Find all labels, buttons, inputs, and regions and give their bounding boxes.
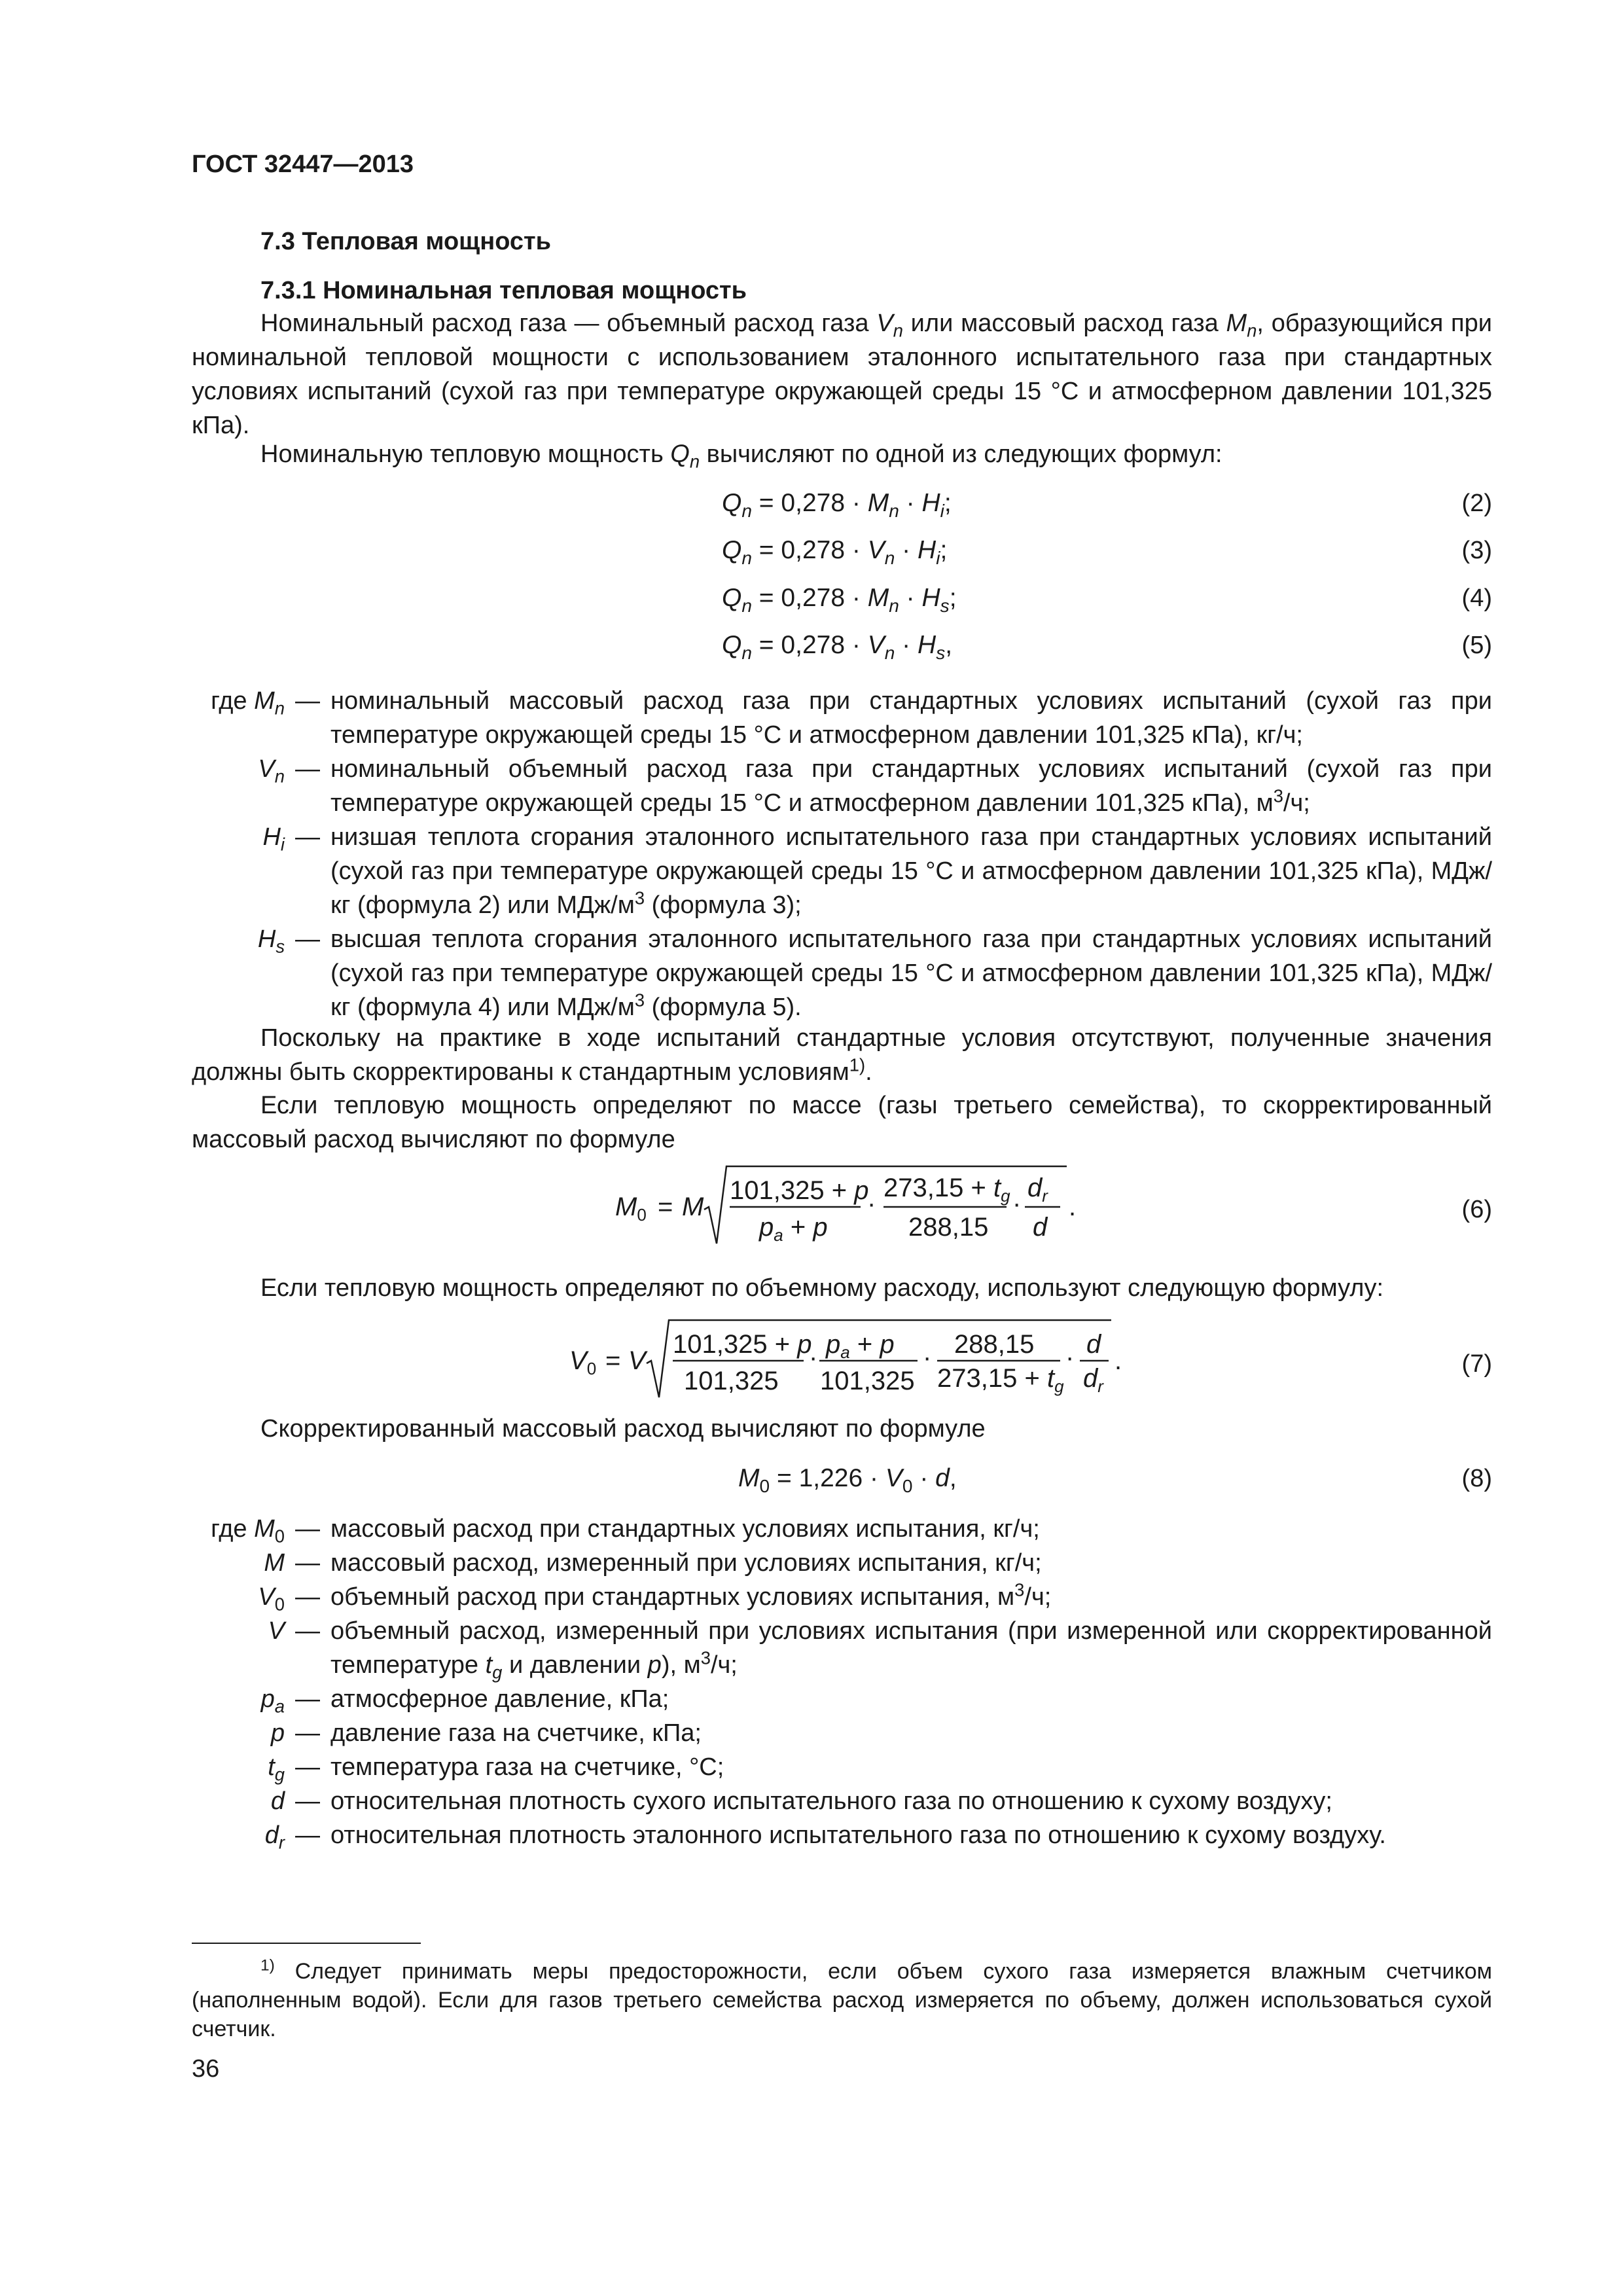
- svg-text:273,15 + tg: $273,15 + t_g$: [937, 1364, 1064, 1396]
- equation-2-number: (2): [1461, 490, 1492, 517]
- definition-text: объемный расход, измеренный при условиях испытания (при измеренной или скорректированной температуре $t_g$ и давлении p), $м^3/ч$;: [330, 1617, 1492, 1683]
- svg-text:pa + p: $p_a + p$: [759, 1213, 828, 1245]
- equation-2: $Q_n = 0,278 \cdot M_n \cdot H_i$;: [722, 489, 952, 521]
- equation-7: [563, 1312, 1139, 1410]
- definition-row: где $M_0$ — массовый расход при стандартных условиях испытания, кг/ч;: [192, 1512, 1492, 1546]
- equation-5-number: (5): [1461, 632, 1492, 659]
- definition-row: $H_i$ — низшая теплота сгорания эталонного испытательного газа при стандартных условиях испытаний (сухой газ при температуре окружающей среды 15 °С и атмосферном давлении 101,325 кПа), МДж/кг (формула 2) или МДж/$м^3$ (формула 3);: [192, 820, 1492, 922]
- equation-7-number: (7): [1461, 1350, 1492, 1378]
- definition-text: относительная плотность эталонного испытательного газа по отношению к сухому воздуху.: [330, 1821, 1386, 1849]
- footnote-mark: 1): [260, 1956, 275, 1975]
- svg-text:·: ·: [923, 1343, 932, 1372]
- definition-row: $p_a$ — атмосферное давление, кПа;: [192, 1682, 1492, 1716]
- definition-text: температура газа на счетчике, °С;: [330, 1753, 724, 1781]
- svg-text:288,15: 288,15: [908, 1213, 989, 1242]
- definition-symbol: $p_a$: [260, 1685, 285, 1717]
- definition-symbol: $V_0$: [258, 1583, 285, 1615]
- svg-text:d: d: [1033, 1213, 1048, 1242]
- definition-text: относительная плотность сухого испытательного газа по отношению к сухому воздуху;: [330, 1787, 1332, 1815]
- definitions-list-1: [192, 684, 1492, 1024]
- definition-row: $V_n$ — номинальный объемный расход газа при стандартных условиях испытаний (сухой газ при температуре окружающей среды 15 °С и атмосферном давлении 101,325 кПа), $м^3/ч$;: [192, 752, 1492, 820]
- subsection-title: 7.3.1 Номинальная тепловая мощность: [260, 277, 747, 304]
- svg-text:.: .: [1115, 1346, 1122, 1375]
- equation-4-number: (4): [1461, 584, 1492, 612]
- paragraph-volume-correction: Если тепловую мощность определяют по объемному расходу, используют следующую формулу:: [260, 1274, 1384, 1302]
- definition-row: $H_s$ — высшая теплота сгорания эталонного испытательного газа при стандартных условиях испытаний (сухой газ при температуре окружающей среды 15 °С и атмосферном давлении 101,325 кПа), МДж/кг (формула 4) или МДж/$м^3$ (формула 5).: [192, 922, 1492, 1024]
- definition-symbol: где $M_n$: [211, 687, 285, 719]
- definition-text: номинальный массовый расход газа при стандартных условиях испытаний (сухой газ при температуре окружающей среды 15 °С и атмосферном давлении 101,325 кПа), кг/ч;: [330, 687, 1492, 749]
- svg-text:=: =: [605, 1346, 621, 1375]
- footnote-ref: 1): [849, 1054, 866, 1075]
- svg-text:M0: $M_0$: [615, 1193, 647, 1225]
- definition-text: объемный расход при стандартных условиях испытания, $м^3/ч$;: [330, 1579, 1052, 1611]
- svg-text:d: d: [1086, 1330, 1101, 1359]
- definition-text: высшая теплота сгорания эталонного испытательного газа при стандартных условиях испытаний (сухой газ при температуре окружающей среды 15 °С и атмосферном давлении 101,325 кПа), МДж/кг (формула 4) или МДж/$м^3$ (формула 5).: [330, 925, 1492, 1021]
- paragraph-corrected-mass: Скорректированный массовый расход вычисляют по формуле: [260, 1415, 986, 1443]
- paragraph-mass-correction: Если тепловую мощность определяют по массе (газы третьего семейства), то скорректированный массовый расход вычисляют по формуле: [192, 1092, 1492, 1153]
- footnote: $^{1)}$ Следует принимать меры предосторожности, если объем сухого газа измеряется влажным счетчиком (наполненным водой). Если для газов третьего семейства расход измеряется по объему, должен использоваться сухой счетчик.: [192, 1956, 1492, 2041]
- definition-symbol: d: [270, 1787, 285, 1815]
- definition-row: M — массовый расход, измеренный при условиях испытания, кг/ч;: [192, 1546, 1492, 1580]
- section-title: 7.3 Тепловая мощность: [260, 228, 552, 255]
- definition-symbol: p: [270, 1719, 285, 1747]
- svg-text:273,15 + tg: $273,15 + t_g$: [883, 1174, 1010, 1206]
- definition-symbol: V: [268, 1617, 285, 1645]
- footnote-separator: [192, 1943, 421, 1944]
- svg-text:288,15: 288,15: [954, 1330, 1035, 1359]
- definition-text: массовый расход, измеренный при условиях испытания, кг/ч;: [330, 1549, 1042, 1577]
- equation-8: $M_0 = 1,226 \cdot V_0 \cdot d$,: [738, 1464, 957, 1496]
- definition-symbol: $H_s$: [257, 925, 285, 957]
- paragraph-standard-conditions: Поскольку на практике в ходе испытаний стандартные условия отсутствуют, полученные значения должны быть скорректированы к стандартным условиям$^{1)}$.: [192, 1024, 1492, 1086]
- definition-text: атмосферное давление, кПа;: [330, 1685, 669, 1713]
- equation-6-number: (6): [1461, 1196, 1492, 1223]
- definition-symbol: M: [264, 1549, 285, 1577]
- definition-text: давление газа на счетчике, кПа;: [330, 1719, 702, 1747]
- definition-text: массовый расход при стандартных условиях испытания, кг/ч;: [330, 1515, 1040, 1543]
- svg-text:101,325: 101,325: [820, 1367, 915, 1395]
- svg-text:101,325: 101,325: [684, 1367, 779, 1395]
- svg-text:101,325 + p: 101,325 + p: [673, 1330, 812, 1359]
- svg-text:·: ·: [867, 1189, 876, 1218]
- equation-8-number: (8): [1461, 1465, 1492, 1492]
- page-number: 36: [192, 2055, 220, 2083]
- definition-row: $d_r$ — относительная плотность эталонного испытательного газа по отношению к сухому воздуху.: [192, 1818, 1492, 1852]
- definition-symbol: $d_r$: [264, 1821, 285, 1853]
- svg-text:=: =: [658, 1193, 673, 1221]
- definition-text: низшая теплота сгорания эталонного испытательного газа при стандартных условиях испытаний (сухой газ при температуре окружающей среды 15 °С и атмосферном давлении 101,325 кПа), МДж/кг (формула 2) или МДж/$м^3$ (формула 3);: [330, 823, 1492, 919]
- equation-6: [609, 1158, 1106, 1257]
- definition-row: $V_0$ — объемный расход при стандартных условиях испытания, $м^3/ч$;: [192, 1580, 1492, 1614]
- equation-3-number: (3): [1461, 537, 1492, 564]
- svg-text:V0: $V_0$: [569, 1346, 597, 1378]
- definition-symbol: где $M_0$: [211, 1515, 285, 1547]
- svg-text:M: M: [682, 1193, 704, 1221]
- definition-symbol: $H_i$: [262, 823, 285, 855]
- equation-3: $Q_n = 0,278 \cdot V_n \cdot H_i$;: [722, 536, 948, 568]
- paragraph-nominal-flow: Номинальный расход газа — объемный расход газа $V_n$ или массовый расход газа $M_n$, образующийся при номинальной тепловой мощности с использованием эталонного испытательного газа при стандартных условиях испытаний (сухой газ при температуре окружающей среды 15 °С и атмосферном давлении 101,325 кПа).: [192, 310, 1492, 439]
- definition-row: d — относительная плотность сухого испытательного газа по отношению к сухому воздуху;: [192, 1784, 1492, 1818]
- definition-row: $t_g$ — температура газа на счетчике, °С;: [192, 1750, 1492, 1784]
- svg-text:V: V: [628, 1346, 646, 1375]
- definition-row: где $M_n$ — номинальный массовый расход газа при стандартных условиях испытаний (сухой газ при температуре окружающей среды 15 °С и атмосферном давлении 101,325 кПа), кг/ч;: [192, 684, 1492, 752]
- svg-text:pa + p: $p_a + p$: [826, 1330, 895, 1362]
- svg-text:·: ·: [1065, 1343, 1075, 1372]
- svg-text:·: ·: [809, 1343, 818, 1372]
- svg-text:.: .: [1069, 1193, 1077, 1221]
- definition-row: V — объемный расход, измеренный при условиях испытания (при измеренной или скорректированной температуре $t_g$ и давлении p), $м^3/ч$;: [192, 1614, 1492, 1682]
- equation-4: $Q_n = 0,278 \cdot M_n \cdot H_s$;: [722, 584, 957, 616]
- paragraph-nominal-power: Номинальную тепловую мощность $Q_n$ вычисляют по одной из следующих формул:: [260, 440, 1222, 472]
- svg-text:dr: $d_r$: [1027, 1174, 1048, 1206]
- definition-row: p — давление газа на счетчике, кПа;: [192, 1716, 1492, 1750]
- document-id: ГОСТ 32447—2013: [192, 151, 414, 178]
- svg-text:dr: $d_r$: [1083, 1364, 1103, 1396]
- definition-text: номинальный объемный расход газа при стандартных условиях испытаний (сухой газ при температуре окружающей среды 15 °С и атмосферном давлении 101,325 кПа), $м^3/ч$;: [330, 755, 1492, 817]
- definition-symbol: $t_g$: [268, 1753, 285, 1785]
- svg-text:101,325 + p: 101,325 + p: [730, 1176, 869, 1205]
- equation-5: $Q_n = 0,278 \cdot V_n \cdot H_s$,: [722, 631, 953, 663]
- definition-symbol: $V_n$: [258, 755, 285, 787]
- svg-text:·: ·: [1012, 1189, 1022, 1218]
- definitions-list-2: [192, 1512, 1492, 1852]
